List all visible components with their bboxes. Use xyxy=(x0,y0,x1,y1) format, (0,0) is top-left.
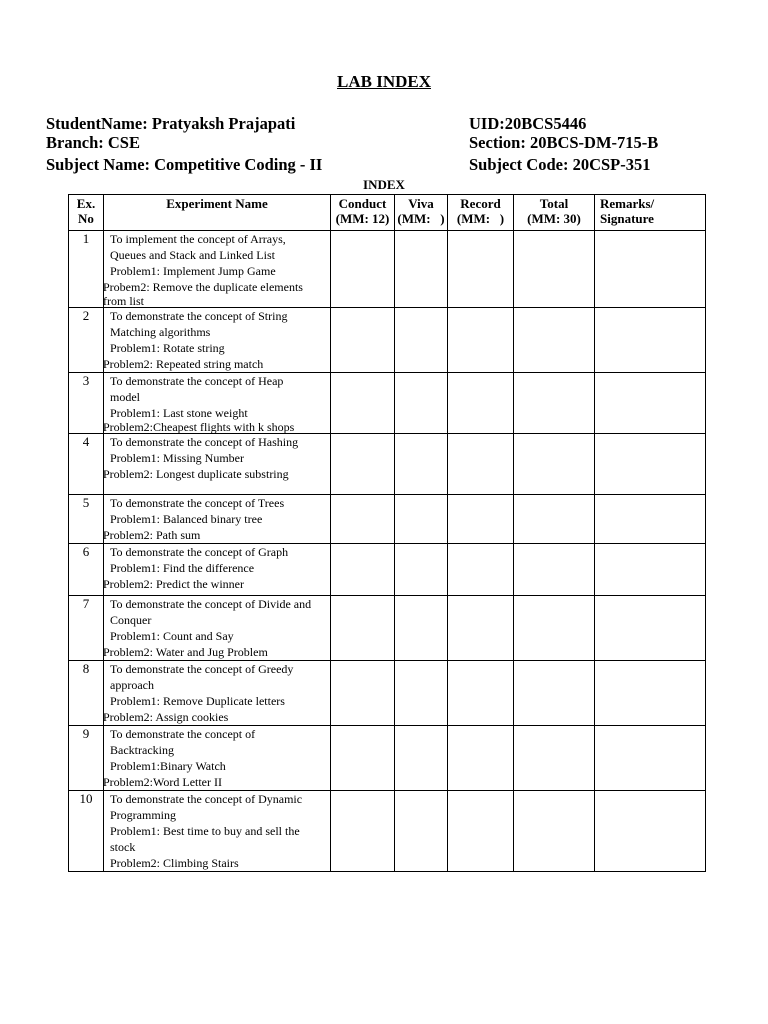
viva-cell xyxy=(395,231,448,308)
header-viva-line1: Viva xyxy=(408,196,434,211)
header-experiment xyxy=(104,195,331,231)
header-ex-no xyxy=(69,195,104,231)
total-cell xyxy=(514,726,595,791)
remarks-cell xyxy=(595,231,706,308)
header-ex-no-line1: Ex. xyxy=(76,196,96,211)
viva-cell xyxy=(395,596,448,661)
total-cell xyxy=(514,791,595,872)
experiment-number: 2 xyxy=(69,308,104,373)
record-cell xyxy=(448,661,514,726)
total-cell xyxy=(514,596,595,661)
experiment-number: 10 xyxy=(69,791,104,872)
page-title: LAB INDEX xyxy=(337,72,431,91)
experiment-line: Problem1: Last stone weight xyxy=(110,406,248,420)
record-cell xyxy=(448,231,514,308)
total-cell xyxy=(514,434,595,495)
experiment-line: Problem2:Cheapest flights with k shops xyxy=(103,420,295,434)
conduct-cell xyxy=(331,596,395,661)
record-cell xyxy=(448,544,514,596)
experiment-line: Conquer xyxy=(110,613,152,627)
viva-cell xyxy=(395,434,448,495)
experiment-line: Problem2: Predict the winner xyxy=(103,577,244,591)
remarks-cell xyxy=(595,434,706,495)
experiment-line: approach xyxy=(110,678,154,692)
conduct-cell xyxy=(331,308,395,373)
remarks-cell xyxy=(595,308,706,373)
experiment-line: Probem2: Remove the duplicate elements xyxy=(103,280,303,294)
viva-cell xyxy=(395,373,448,434)
table-body xyxy=(69,231,706,872)
table-row xyxy=(69,434,706,495)
header-experiment-label: Experiment Name xyxy=(166,196,268,211)
header-conduct xyxy=(331,195,395,231)
header-record-line2: (MM: ) xyxy=(456,211,505,226)
experiment-line: To demonstrate the concept of Greedy xyxy=(110,662,294,676)
experiment-line: To demonstrate the concept of Heap xyxy=(110,374,284,388)
header-record-line1: Record xyxy=(460,196,501,211)
experiment-number: 5 xyxy=(69,495,104,544)
experiment-line: To demonstrate the concept of Dynamic xyxy=(110,792,303,806)
viva-cell xyxy=(395,726,448,791)
experiment-number: 7 xyxy=(69,596,104,661)
experiment-line: Problem2: Repeated string match xyxy=(103,357,264,371)
header-remarks xyxy=(595,195,706,231)
viva-cell xyxy=(395,495,448,544)
total-cell xyxy=(514,231,595,308)
viva-cell xyxy=(395,791,448,872)
experiment-line: To demonstrate the concept of xyxy=(110,727,256,741)
experiment-line: Problem1: Find the difference xyxy=(110,561,255,575)
table-row xyxy=(69,231,706,308)
conduct-cell xyxy=(331,495,395,544)
experiment-name xyxy=(104,495,331,544)
header-total xyxy=(514,195,595,231)
experiment-line: To demonstrate the concept of Divide and xyxy=(110,597,312,611)
experiment-line: Problem2: Water and Jug Problem xyxy=(103,645,268,659)
experiment-number: 9 xyxy=(69,726,104,791)
header-record xyxy=(448,195,514,231)
remarks-cell xyxy=(595,661,706,726)
experiment-number: 4 xyxy=(69,434,104,495)
table-row xyxy=(69,791,706,872)
conduct-cell xyxy=(331,544,395,596)
total-cell xyxy=(514,661,595,726)
experiment-line: Problem2:Word Letter II xyxy=(103,775,222,789)
header-conduct-line1: Conduct xyxy=(338,196,387,211)
experiment-line: Problem1: Count and Say xyxy=(110,629,234,643)
experiment-name xyxy=(104,661,331,726)
record-cell xyxy=(448,373,514,434)
total-cell xyxy=(514,373,595,434)
header-ex-no-line2: No xyxy=(78,211,94,226)
experiment-line: To demonstrate the concept of Trees xyxy=(110,496,285,510)
experiment-number: 1 xyxy=(69,231,104,308)
table-row xyxy=(69,308,706,373)
uid: UID:20BCS5446 xyxy=(469,114,587,133)
table-header-row xyxy=(69,195,706,231)
record-cell xyxy=(448,596,514,661)
experiment-line: stock xyxy=(110,840,136,854)
experiment-name xyxy=(104,373,331,434)
experiment-line: Problem1: Implement Jump Game xyxy=(110,264,276,278)
index-caption: INDEX xyxy=(363,177,405,192)
experiment-name xyxy=(104,791,331,872)
experiment-line: Queues and Stack and Linked List xyxy=(110,248,275,262)
total-cell xyxy=(514,495,595,544)
total-cell xyxy=(514,544,595,596)
experiment-line: To implement the concept of Arrays, xyxy=(110,232,286,246)
viva-cell xyxy=(395,308,448,373)
experiment-line: model xyxy=(110,390,140,404)
experiment-number: 3 xyxy=(69,373,104,434)
experiment-line: Problem1: Best time to buy and sell the xyxy=(110,824,300,838)
remarks-cell xyxy=(595,791,706,872)
header-conduct-line2: (MM: 12) xyxy=(335,211,390,226)
viva-cell xyxy=(395,544,448,596)
record-cell xyxy=(448,726,514,791)
remarks-cell xyxy=(595,373,706,434)
experiment-line: Problem2: Climbing Stairs xyxy=(110,856,239,870)
experiment-name xyxy=(104,726,331,791)
conduct-cell xyxy=(331,434,395,495)
experiment-line: from list xyxy=(103,294,144,308)
table-row xyxy=(69,544,706,596)
conduct-cell xyxy=(331,726,395,791)
total-cell xyxy=(514,308,595,373)
table-row xyxy=(69,661,706,726)
record-cell xyxy=(448,791,514,872)
experiment-number: 6 xyxy=(69,544,104,596)
experiment-line: Problem2: Longest duplicate substring xyxy=(103,467,289,481)
header-remarks-line1: Remarks/ xyxy=(600,196,655,211)
subject-name: Subject Name: Competitive Coding - II xyxy=(46,155,323,174)
experiment-line: Problem1: Balanced binary tree xyxy=(110,512,263,526)
remarks-cell xyxy=(595,596,706,661)
conduct-cell xyxy=(331,791,395,872)
experiment-line: Problem2: Path sum xyxy=(103,528,201,542)
experiment-line: Problem2: Assign cookies xyxy=(103,710,229,724)
experiment-line: To demonstrate the concept of String xyxy=(110,309,288,323)
section: Section: 20BCS-DM-715-B xyxy=(469,133,659,152)
experiment-line: Matching algorithms xyxy=(110,325,211,339)
experiment-line: Programming xyxy=(110,808,176,822)
remarks-cell xyxy=(595,544,706,596)
header-total-line1: Total xyxy=(539,196,569,211)
experiment-number: 8 xyxy=(69,661,104,726)
experiment-name xyxy=(104,596,331,661)
experiment-name xyxy=(104,231,331,308)
table-row xyxy=(69,596,706,661)
conduct-cell xyxy=(331,661,395,726)
header-viva-line2: (MM: ) xyxy=(397,211,445,226)
experiment-line: Backtracking xyxy=(110,743,174,757)
conduct-cell xyxy=(331,231,395,308)
header-remarks-line2: Signature xyxy=(600,211,654,226)
lab-index-table xyxy=(68,194,706,872)
header-viva xyxy=(395,195,448,231)
table-row xyxy=(69,373,706,434)
subject-code: Subject Code: 20CSP-351 xyxy=(469,155,651,174)
experiment-name xyxy=(104,434,331,495)
experiment-name xyxy=(104,544,331,596)
experiment-line: Problem1:Binary Watch xyxy=(110,759,226,773)
viva-cell xyxy=(395,661,448,726)
experiment-line: To demonstrate the concept of Hashing xyxy=(110,435,299,449)
remarks-cell xyxy=(595,495,706,544)
table-row xyxy=(69,726,706,791)
record-cell xyxy=(448,308,514,373)
record-cell xyxy=(448,434,514,495)
record-cell xyxy=(448,495,514,544)
experiment-line: Problem1: Remove Duplicate letters xyxy=(110,694,285,708)
branch: Branch: CSE xyxy=(46,133,140,152)
experiment-line: To demonstrate the concept of Graph xyxy=(110,545,289,559)
experiment-line: Problem1: Missing Number xyxy=(110,451,244,465)
header-total-line2: (MM: 30) xyxy=(527,211,581,226)
remarks-cell xyxy=(595,726,706,791)
experiment-line: Problem1: Rotate string xyxy=(110,341,225,355)
table-row xyxy=(69,495,706,544)
student-name: StudentName: Pratyaksh Prajapati xyxy=(46,114,296,133)
conduct-cell xyxy=(331,373,395,434)
experiment-name xyxy=(104,308,331,373)
